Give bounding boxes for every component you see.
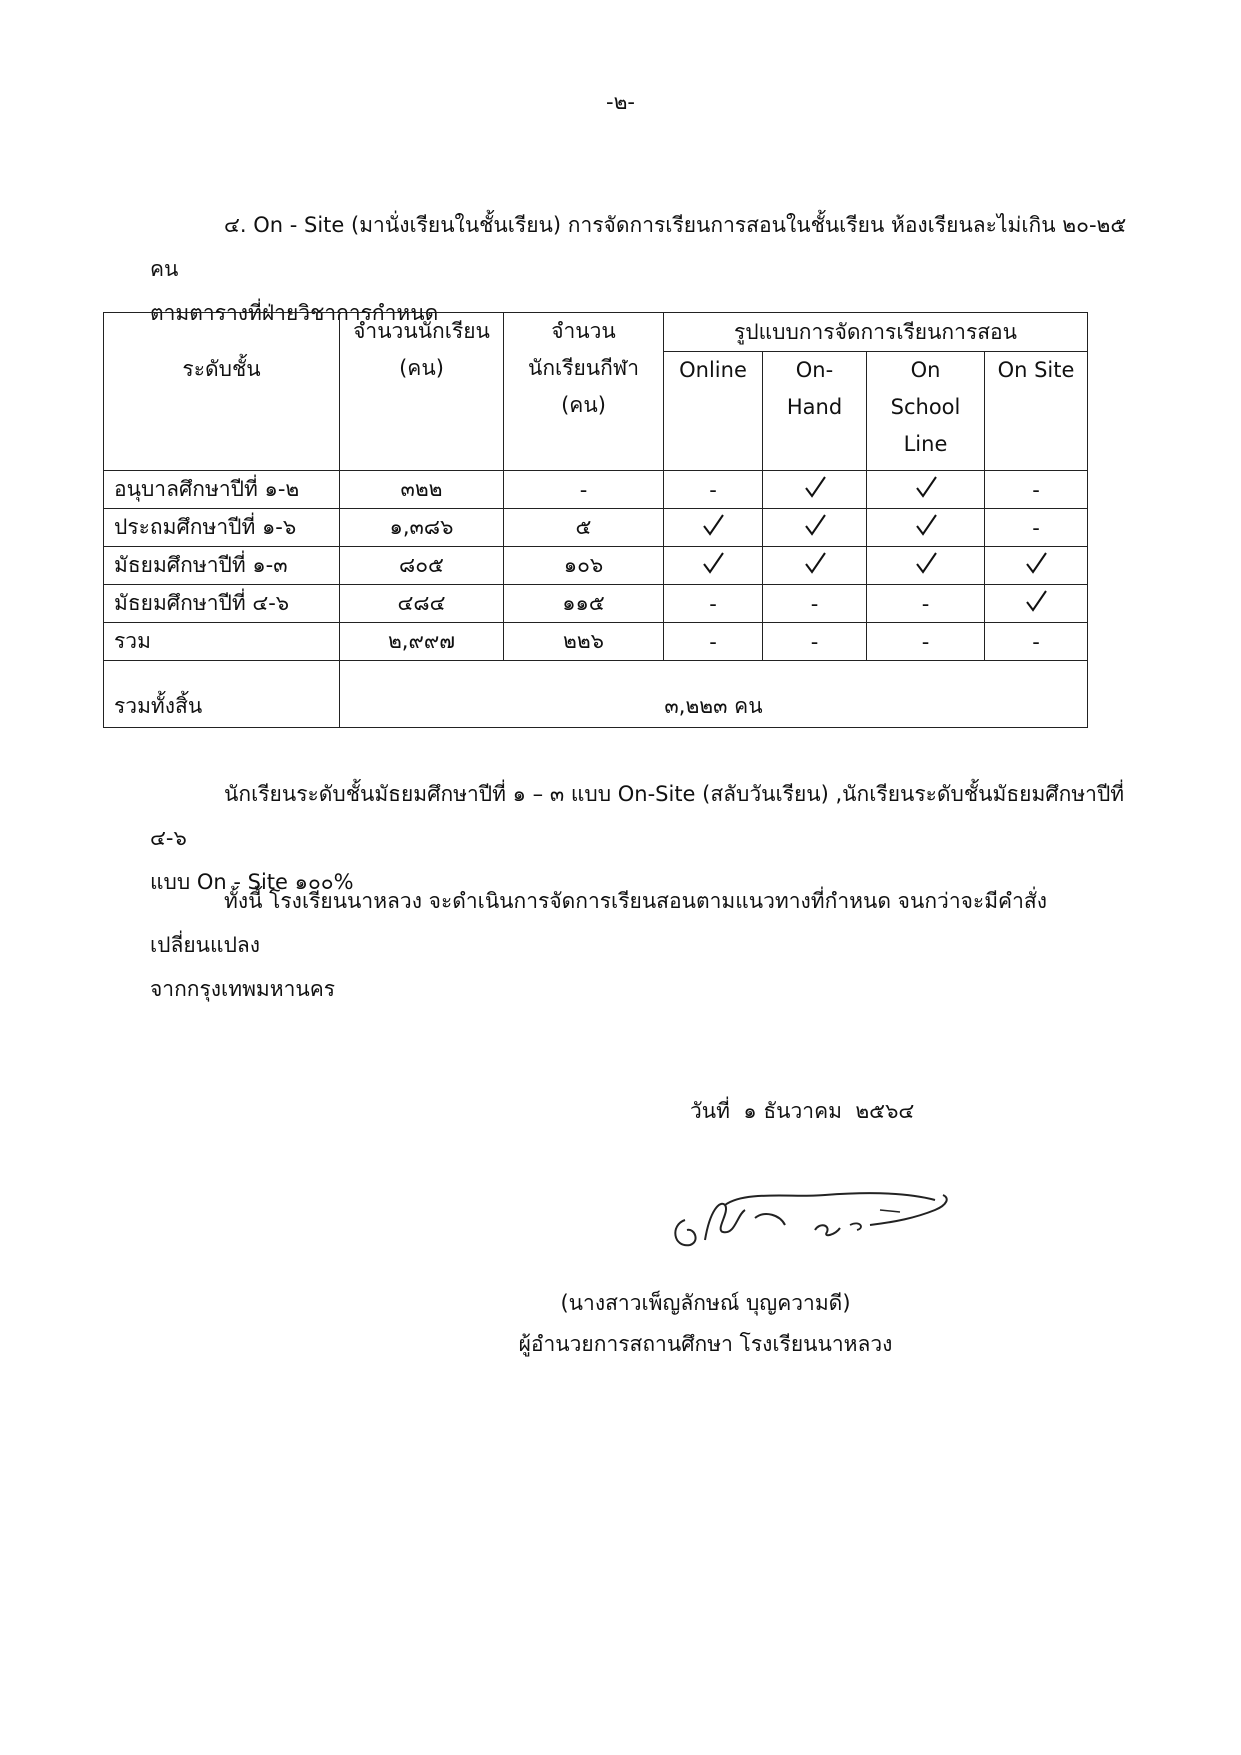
- closing-line-2: จากกรุงเทพมหานคร: [150, 977, 336, 1001]
- online-cell: [664, 471, 763, 509]
- online-cell: [664, 547, 763, 585]
- table-body: [104, 471, 1088, 661]
- online-cell: [664, 623, 763, 661]
- dash-mark: -: [709, 629, 717, 654]
- on-hand-cell: [763, 585, 867, 623]
- students-cell: ๘๐๕: [340, 547, 504, 585]
- on-site-cell: [985, 585, 1088, 623]
- closing-line-1: ทั้งนี้ โรงเรียนนาหลวง จะดำเนินการจัดการเรียนสอนตามแนวทางที่กำหนด จนกว่าจะมีคำสั่งเปลี่ยนแปลง: [150, 889, 1047, 957]
- on-site-cell: [985, 509, 1088, 547]
- header-students: [340, 313, 504, 471]
- header-students-line-2: (คน): [399, 356, 444, 380]
- checkmark-icon: [1023, 550, 1049, 576]
- teaching-format-table: [103, 312, 1088, 728]
- checkmark-icon: [802, 550, 828, 576]
- page-number: -๒-: [606, 90, 635, 114]
- on-hand-cell: [763, 509, 867, 547]
- on-hand-cell: [763, 547, 867, 585]
- dash-mark: -: [1032, 477, 1040, 502]
- students-cell: ๑,๓๘๖: [340, 509, 504, 547]
- header-on-school-line-line-1: On: [910, 358, 941, 382]
- on-site-cell: [985, 471, 1088, 509]
- dash-mark: -: [1032, 629, 1040, 654]
- on-hand-cell: [763, 471, 867, 509]
- table-row: [104, 585, 1088, 623]
- online-cell: [664, 509, 763, 547]
- header-on-school-line-line-2: School: [890, 395, 961, 419]
- on-school-line-cell: [867, 509, 985, 547]
- athletes-cell: -: [504, 471, 664, 509]
- table-row: [104, 547, 1088, 585]
- checkmark-icon: [1023, 588, 1049, 614]
- header-level: ระดับชั้น: [104, 313, 340, 471]
- athletes-cell: ๑๐๖: [504, 547, 664, 585]
- header-on-hand: [763, 352, 867, 471]
- dash-mark: -: [921, 591, 930, 616]
- checkmark-icon: [913, 474, 939, 500]
- students-cell: ๒,๙๙๗: [340, 623, 504, 661]
- on-school-line-cell: [867, 623, 985, 661]
- table-row: [104, 509, 1088, 547]
- online-cell: [664, 585, 763, 623]
- onsite-line-2: แบบ On - Site ๑๐๐%: [150, 870, 354, 894]
- athletes-cell: ๕: [504, 509, 664, 547]
- checkmark-icon: [913, 512, 939, 538]
- checkmark-icon: [913, 550, 939, 576]
- header-athletes-line-1: จำนวน: [551, 319, 616, 343]
- signer-position: ผู้อำนวยการสถานศึกษา โรงเรียนนาหลวง: [518, 1332, 893, 1356]
- on-school-line-cell: [867, 585, 985, 623]
- grand-total-row: [104, 661, 1088, 728]
- header-students-line-1: จำนวนนักเรียน: [353, 319, 490, 343]
- dash-mark: -: [709, 477, 717, 502]
- dash-mark: -: [921, 629, 930, 654]
- header-on-hand-line-1: On-: [795, 358, 834, 382]
- checkmark-icon: [700, 512, 726, 538]
- header-athletes: [504, 313, 664, 471]
- level-cell: มัธยมศึกษาปีที่ ๑-๓: [104, 547, 340, 585]
- header-athletes-line-2: นักเรียนกีฬา: [527, 356, 640, 380]
- header-on-school-line: [867, 352, 985, 471]
- checkmark-icon: [802, 474, 828, 500]
- on-site-cell: [985, 623, 1088, 661]
- level-cell: รวม: [104, 623, 340, 661]
- on-school-line-cell: [867, 471, 985, 509]
- table-row: [104, 471, 1088, 509]
- checkmark-icon: [802, 512, 828, 538]
- intro-line-2: ตามตารางที่ฝ่ายวิชาการกำหนด: [150, 301, 439, 325]
- level-cell: ประถมศึกษาปีที่ ๑-๖: [104, 509, 340, 547]
- athletes-cell: ๒๒๖: [504, 623, 664, 661]
- students-cell: ๔๘๔: [340, 585, 504, 623]
- date-line: วันที่ ๑ ธันวาคม ๒๕๖๔: [690, 1099, 915, 1123]
- onsite-line-1: นักเรียนระดับชั้นมัธยมศึกษาปีที่ ๑ – ๓ แบบ On-Site (สลับวันเรียน) ,นักเรียนระดับชั้นมัธยมศึกษาปีที่ ๔-๖: [150, 782, 1125, 850]
- on-school-line-cell: [867, 547, 985, 585]
- header-athletes-line-3: (คน): [561, 393, 606, 417]
- table-row: [104, 623, 1088, 661]
- dash-mark: -: [709, 591, 717, 616]
- on-site-cell: [985, 547, 1088, 585]
- closing-paragraph: [150, 879, 1140, 1011]
- header-on-school-line-line-3: Line: [903, 432, 948, 456]
- dash-mark: -: [810, 629, 819, 654]
- athletes-cell: ๑๑๕: [504, 585, 664, 623]
- checkmark-icon: [700, 550, 726, 576]
- grand-total-label: รวมทั้งสิ้น: [104, 661, 340, 728]
- on-hand-cell: [763, 623, 867, 661]
- dash-mark: -: [1032, 515, 1040, 540]
- header-on-hand-line-2: Hand: [786, 395, 843, 419]
- dash-mark: -: [810, 591, 819, 616]
- level-cell: อนุบาลศึกษาปีที่ ๑-๒: [104, 471, 340, 509]
- signature-image: [665, 1180, 965, 1255]
- students-cell: ๓๒๒: [340, 471, 504, 509]
- grand-total-value: ๓,๒๒๓ คน: [340, 661, 1088, 728]
- header-on-site: On Site: [985, 352, 1088, 471]
- header-online: Online: [664, 352, 763, 471]
- signer-name: (นางสาวเพ็ญลักษณ์ บุญความดี): [560, 1291, 851, 1315]
- header-format-group: รูปแบบการจัดการเรียนการสอน: [664, 313, 1088, 352]
- level-cell: มัธยมศึกษาปีที่ ๔-๖: [104, 585, 340, 623]
- intro-line-1: ๔. On - Site (มานั่งเรียนในชั้นเรียน) การจัดการเรียนการสอนในชั้นเรียน ห้องเรียนละไม่เกิน ๒๐-๒๕ คน: [150, 213, 1127, 281]
